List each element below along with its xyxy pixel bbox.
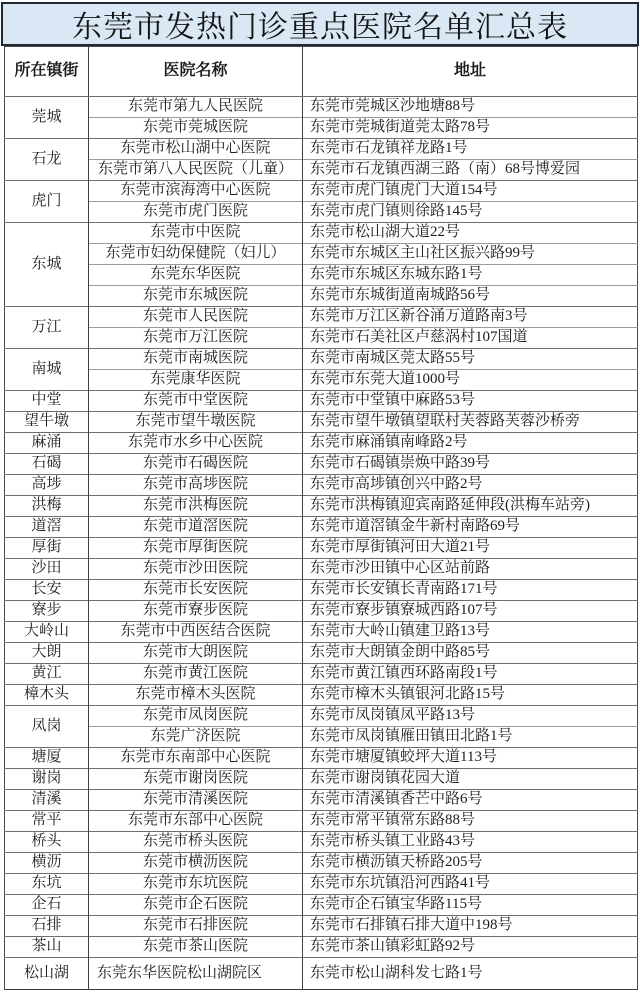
table-row <box>5 160 638 181</box>
town-cell: 寮步 <box>5 601 89 622</box>
hospital-name-cell: 东莞市沙田医院 <box>89 559 303 580</box>
table-row <box>5 790 638 811</box>
table-row <box>5 811 638 832</box>
town-cell: 厚街 <box>5 538 89 559</box>
table-row <box>5 475 638 496</box>
hospital-name-cell: 东莞市虎门医院 <box>89 202 303 223</box>
hospital-name-cell: 东莞市滨海湾中心医院 <box>89 181 303 202</box>
hospital-address-cell: 东莞市东城区东城东路1号 <box>303 265 638 286</box>
hospital-name-cell: 东莞市谢岗医院 <box>89 769 303 790</box>
hospital-address-cell: 东莞市莞城街道莞太路78号 <box>303 118 638 139</box>
hospital-name-cell: 东莞市中堂医院 <box>89 391 303 412</box>
table-row <box>5 706 638 727</box>
table-row <box>5 727 638 748</box>
hospital-name-cell: 东莞市石碣医院 <box>89 454 303 475</box>
hospital-address-cell: 东莞市东莞大道1000号 <box>303 370 638 391</box>
hospital-address-cell: 东莞市莞城区沙地塘88号 <box>303 97 638 118</box>
hospital-name-cell: 东莞市寮步医院 <box>89 601 303 622</box>
table-row <box>5 328 638 349</box>
town-cell: 横沥 <box>5 853 89 874</box>
hospital-address-cell: 东莞市石龙镇西湖三路（南）68号博爱园 <box>303 160 638 181</box>
hospital-name-cell: 东莞市中医院 <box>89 223 303 244</box>
hospital-address-cell: 东莞市长安镇长青南路171号 <box>303 580 638 601</box>
table-row <box>5 748 638 769</box>
table-row <box>5 265 638 286</box>
hospital-address-cell: 东莞市茶山镇彩虹路92号 <box>303 937 638 958</box>
table-row <box>5 958 638 990</box>
hospital-address-cell: 东莞市凤岗镇凤平路13号 <box>303 706 638 727</box>
hospital-address-cell: 东莞市清溪镇香芒中路6号 <box>303 790 638 811</box>
hospital-address-cell: 东莞市常平镇常东路88号 <box>303 811 638 832</box>
town-cell: 大朗 <box>5 643 89 664</box>
town-cell: 虎门 <box>5 181 89 223</box>
town-cell: 凤岗 <box>5 706 89 748</box>
hospital-name-cell: 东莞市妇幼保健院（妇儿） <box>89 244 303 265</box>
hospital-name-cell: 东莞市中西医结合医院 <box>89 622 303 643</box>
hospital-address-cell: 东莞市松山湖科发七路1号 <box>303 958 638 990</box>
town-cell: 高埗 <box>5 475 89 496</box>
hospital-name-cell: 东莞市东部中心医院 <box>89 811 303 832</box>
table-row <box>5 622 638 643</box>
hospital-address-cell: 东莞市中堂镇中麻路53号 <box>303 391 638 412</box>
table-row <box>5 853 638 874</box>
table-row <box>5 643 638 664</box>
table-row <box>5 832 638 853</box>
hospital-name-cell: 东莞市黄江医院 <box>89 664 303 685</box>
hospital-name-cell: 东莞市凤岗医院 <box>89 706 303 727</box>
hospital-address-cell: 东莞市道滘镇金牛新村南路69号 <box>303 517 638 538</box>
hospital-address-cell: 东莞市寮步镇寮城西路107号 <box>303 601 638 622</box>
hospital-address-cell: 东莞市东城街道南城路56号 <box>303 286 638 307</box>
hospital-name-cell: 东莞市东城医院 <box>89 286 303 307</box>
hospital-address-cell: 东莞市东城区主山社区振兴路99号 <box>303 244 638 265</box>
town-cell: 长安 <box>5 580 89 601</box>
table-row <box>5 433 638 454</box>
hospital-address-cell: 东莞市塘厦镇蛟坪大道113号 <box>303 748 638 769</box>
hospital-name-cell: 东莞东华医院 <box>89 265 303 286</box>
hospital-address-cell: 东莞市凤岗镇雁田镇田北路1号 <box>303 727 638 748</box>
hospital-name-cell: 东莞市横沥医院 <box>89 853 303 874</box>
table-row <box>5 895 638 916</box>
hospital-address-cell: 东莞市石碣镇崇焕中路39号 <box>303 454 638 475</box>
hospital-address-cell: 东莞市大岭山镇建卫路13号 <box>303 622 638 643</box>
hospital-address-cell: 东莞市望牛墩镇望联村芙蓉路芙蓉沙桥旁 <box>303 412 638 433</box>
table-row <box>5 412 638 433</box>
table-row <box>5 223 638 244</box>
hospital-name-cell: 东莞广济医院 <box>89 727 303 748</box>
page-title: 东莞市发热门诊重点医院名单汇总表 <box>72 11 568 44</box>
hospital-name-cell: 东莞市松山湖中心医院 <box>89 139 303 160</box>
table-row <box>5 202 638 223</box>
hospital-address-cell: 东莞市麻涌镇南峰路2号 <box>303 433 638 454</box>
hospital-table-body <box>5 97 638 990</box>
table-header <box>5 47 638 97</box>
hospital-address-cell: 东莞市东坑镇沿河西路41号 <box>303 874 638 895</box>
hospital-name-cell: 东莞市清溪医院 <box>89 790 303 811</box>
table-row <box>5 769 638 790</box>
hospital-name-cell: 东莞市石排医院 <box>89 916 303 937</box>
hospital-name-cell: 东莞市大朗医院 <box>89 643 303 664</box>
town-cell: 黄江 <box>5 664 89 685</box>
hospital-address-cell: 东莞市桥头镇工业路43号 <box>303 832 638 853</box>
hospital-name-cell: 东莞市水乡中心医院 <box>89 433 303 454</box>
hospital-name-cell: 东莞市人民医院 <box>89 307 303 328</box>
table-row <box>5 559 638 580</box>
hospital-address-cell: 东莞市松山湖大道22号 <box>303 223 638 244</box>
hospital-address-cell: 东莞市虎门镇虎门大道154号 <box>303 181 638 202</box>
hospital-address-cell: 东莞市石排镇石排大道中198号 <box>303 916 638 937</box>
hospital-address-cell: 东莞市虎门镇则徐路145号 <box>303 202 638 223</box>
table-row <box>5 286 638 307</box>
town-cell: 企石 <box>5 895 89 916</box>
hospital-name-cell: 东莞市东南部中心医院 <box>89 748 303 769</box>
hospital-address-cell: 东莞市万江区新谷涌万道路南3号 <box>303 307 638 328</box>
table-row <box>5 118 638 139</box>
table-row <box>5 391 638 412</box>
table-row <box>5 496 638 517</box>
hospital-address-cell: 东莞市沙田镇中心区站前路 <box>303 559 638 580</box>
hospital-name-cell: 东莞市道滘医院 <box>89 517 303 538</box>
table-row <box>5 517 638 538</box>
header-hospital-name: 医院名称 <box>89 47 303 97</box>
hospital-address-cell: 东莞市石美社区卢慈涡村107国道 <box>303 328 638 349</box>
town-cell: 樟木头 <box>5 685 89 706</box>
town-cell: 万江 <box>5 307 89 349</box>
table-row <box>5 139 638 160</box>
hospital-name-cell: 东莞市樟木头医院 <box>89 685 303 706</box>
town-cell: 东坑 <box>5 874 89 895</box>
hospital-address-cell: 东莞市大朗镇金朗中路85号 <box>303 643 638 664</box>
hospital-address-cell: 东莞市横沥镇天桥路205号 <box>303 853 638 874</box>
hospital-address-cell: 东莞市黄江镇西环路南段1号 <box>303 664 638 685</box>
town-cell: 麻涌 <box>5 433 89 454</box>
table-row <box>5 874 638 895</box>
town-cell: 塘厦 <box>5 748 89 769</box>
table-row <box>5 307 638 328</box>
title-bar <box>1 2 639 46</box>
hospital-table <box>4 46 638 990</box>
table-row <box>5 349 638 370</box>
hospital-address-cell: 东莞市厚街镇河田大道21号 <box>303 538 638 559</box>
table-row <box>5 370 638 391</box>
table-row <box>5 916 638 937</box>
town-cell: 大岭山 <box>5 622 89 643</box>
town-cell: 茶山 <box>5 937 89 958</box>
town-cell: 莞城 <box>5 97 89 139</box>
town-cell: 洪梅 <box>5 496 89 517</box>
town-cell: 石碣 <box>5 454 89 475</box>
hospital-address-cell: 东莞市石龙镇祥龙路1号 <box>303 139 638 160</box>
table-row <box>5 538 638 559</box>
hospital-address-cell: 东莞市南城区莞太路55号 <box>303 349 638 370</box>
town-cell: 石龙 <box>5 139 89 181</box>
table-row <box>5 181 638 202</box>
town-cell: 东城 <box>5 223 89 307</box>
town-cell: 石排 <box>5 916 89 937</box>
hospital-name-cell: 东莞市万江医院 <box>89 328 303 349</box>
table-row <box>5 97 638 118</box>
town-cell: 常平 <box>5 811 89 832</box>
hospital-address-cell: 东莞市洪梅镇迎宾南路延伸段(洪梅车站旁) <box>303 496 638 517</box>
town-cell: 桥头 <box>5 832 89 853</box>
hospital-name-cell: 东莞市第九人民医院 <box>89 97 303 118</box>
hospital-name-cell: 东莞市莞城医院 <box>89 118 303 139</box>
header-town: 所在镇街 <box>5 47 89 97</box>
table-row <box>5 664 638 685</box>
town-cell: 清溪 <box>5 790 89 811</box>
table-row <box>5 685 638 706</box>
town-cell: 沙田 <box>5 559 89 580</box>
town-cell: 道滘 <box>5 517 89 538</box>
town-cell: 中堂 <box>5 391 89 412</box>
hospital-name-cell: 东莞市茶山医院 <box>89 937 303 958</box>
hospital-name-cell: 东莞市洪梅医院 <box>89 496 303 517</box>
header-row <box>5 47 638 97</box>
table-row <box>5 454 638 475</box>
hospital-name-cell: 东莞市企石医院 <box>89 895 303 916</box>
header-address: 地址 <box>303 47 638 97</box>
table-row <box>5 601 638 622</box>
town-cell: 谢岗 <box>5 769 89 790</box>
town-cell: 南城 <box>5 349 89 391</box>
table-row <box>5 937 638 958</box>
hospital-name-cell: 东莞市高埗医院 <box>89 475 303 496</box>
hospital-address-cell: 东莞市企石镇宝华路115号 <box>303 895 638 916</box>
hospital-name-cell: 东莞市望牛墩医院 <box>89 412 303 433</box>
hospital-address-cell: 东莞市谢岗镇花园大道 <box>303 769 638 790</box>
hospital-name-cell: 东莞康华医院 <box>89 370 303 391</box>
hospital-address-cell: 东莞市高埗镇创兴中路2号 <box>303 475 638 496</box>
hospital-name-cell: 东莞市厚街医院 <box>89 538 303 559</box>
town-cell: 望牛墩 <box>5 412 89 433</box>
table-row <box>5 580 638 601</box>
table-row <box>5 244 638 265</box>
hospital-name-cell: 东莞市东坑医院 <box>89 874 303 895</box>
hospital-name-cell: 东莞市第八人民医院（儿童） <box>89 160 303 181</box>
town-cell: 松山湖 <box>5 958 89 990</box>
hospital-name-cell: 东莞市桥头医院 <box>89 832 303 853</box>
hospital-name-cell: 东莞市南城医院 <box>89 349 303 370</box>
hospital-name-cell: 东莞东华医院松山湖院区 <box>89 958 303 990</box>
hospital-name-cell: 东莞市长安医院 <box>89 580 303 601</box>
hospital-address-cell: 东莞市樟木头镇银河北路15号 <box>303 685 638 706</box>
